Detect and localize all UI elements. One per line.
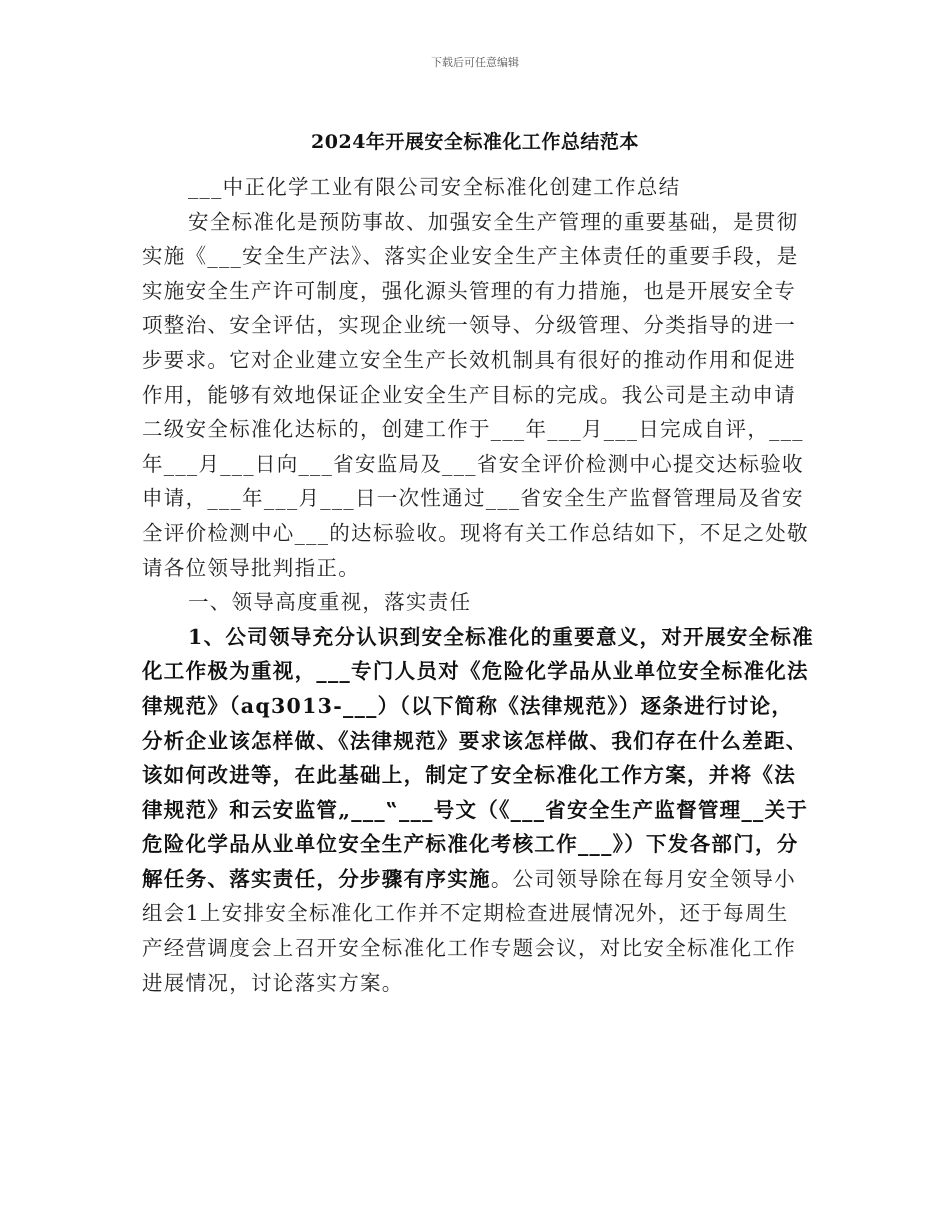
line-text: 产经营调度会上召开安全标准化工作专题会议，对比安全标准化工作 bbox=[142, 936, 796, 961]
text-line bbox=[142, 308, 822, 343]
text-line bbox=[142, 654, 822, 689]
line-text: 申请，___年___月___日一次性通过___省安全生产监督管理局及省安 bbox=[142, 486, 804, 511]
text-line bbox=[142, 516, 822, 551]
text-line bbox=[142, 758, 822, 793]
text-line bbox=[142, 412, 822, 447]
line-text: 一、领导高度重视，落实责任 bbox=[188, 590, 472, 615]
text-line bbox=[142, 205, 822, 240]
bold-text: 分析企业该怎样做、《法律规范》要求该怎样做、我们存在什么差距、 bbox=[142, 728, 808, 753]
line-text: 二级安全标准化达标的，创建工作于___年___月___日完成自评，___ bbox=[142, 417, 804, 442]
bold-text: 危险化学品从业单位安全生产标准化考核工作___》）下发各部门，分 bbox=[142, 832, 799, 857]
line-text: 全评价检测中心___的达标验收。现将有关工作总结如下，不足之处敬 bbox=[142, 520, 809, 545]
text-line bbox=[142, 378, 822, 413]
line-text: 作用，能够有效地保证企业安全生产目标的完成。我公司是主动申请 bbox=[142, 382, 796, 407]
line-text: 实施安全生产许可制度，强化源头管理的有力措施，也是开展安全专 bbox=[142, 278, 796, 303]
line-text: 实施《___安全生产法》、落实企业安全生产主体责任的重要手段，是 bbox=[142, 244, 799, 269]
text-line bbox=[142, 724, 822, 759]
text-line bbox=[142, 862, 822, 897]
line-text: 。公司领导除在每月安全领导小 bbox=[490, 866, 797, 891]
line-text: 步要求。它对企业建立安全生产长效机制具有很好的推动作用和促进 bbox=[142, 347, 796, 372]
bold-text: 该如何改进等，在此基础上，制定了安全标准化工作方案，并将《法 bbox=[142, 763, 796, 788]
bold-text: 化工作极为重视，___专门人员对《危险化学品从业单位安全标准化法 bbox=[142, 659, 809, 684]
bold-text: 律规范》（aq3013-___）（以下简称《法律规范》）逐条进行讨论， bbox=[142, 693, 794, 718]
text-line bbox=[142, 239, 822, 274]
text-line bbox=[142, 620, 822, 655]
text-line bbox=[142, 481, 822, 516]
text-line bbox=[142, 793, 822, 828]
text-line bbox=[142, 827, 822, 862]
page-header-note: 下载后可任意编辑 bbox=[431, 56, 519, 69]
text-line bbox=[142, 966, 822, 1001]
line-text: 安全标准化是预防事故、加强安全生产管理的重要基础，是贯彻 bbox=[188, 209, 799, 234]
line-text: 项整治、安全评估，实现企业统一领导、分级管理、分类指导的进一 bbox=[142, 313, 796, 338]
line-text: 组会1上安排安全标准化工作并不定期检查进展情况外，还于每周生 bbox=[142, 901, 789, 926]
text-line bbox=[142, 274, 822, 309]
line-text: ___中正化学工业有限公司安全标准化创建工作总结 bbox=[188, 175, 681, 199]
text-line bbox=[142, 585, 822, 620]
text-line bbox=[142, 447, 822, 482]
bold-text: 解任务、落实责任，分步骤有序实施 bbox=[142, 866, 491, 891]
document-title: 2024年开展安全标准化工作总结范本 bbox=[311, 131, 639, 153]
text-line bbox=[142, 896, 822, 931]
bold-text: 1、公司领导充分认识到安全标准化的重要意义，对开展安全标准 bbox=[188, 624, 814, 649]
text-line bbox=[142, 170, 822, 205]
document-body bbox=[142, 170, 822, 1000]
text-line bbox=[142, 689, 822, 724]
text-line bbox=[142, 343, 822, 378]
bold-text: 律规范》和云安监管„___‟___号文（《___省安全生产监督管理__关于 bbox=[142, 797, 809, 822]
text-line bbox=[142, 551, 822, 586]
line-text: 年___月___日向___省安监局及___省安全评价检测中心提交达标验收 bbox=[142, 451, 804, 476]
line-text: 请各位领导批判指正。 bbox=[142, 555, 360, 580]
line-text: 进展情况，讨论落实方案。 bbox=[142, 970, 404, 995]
text-line bbox=[142, 931, 822, 966]
